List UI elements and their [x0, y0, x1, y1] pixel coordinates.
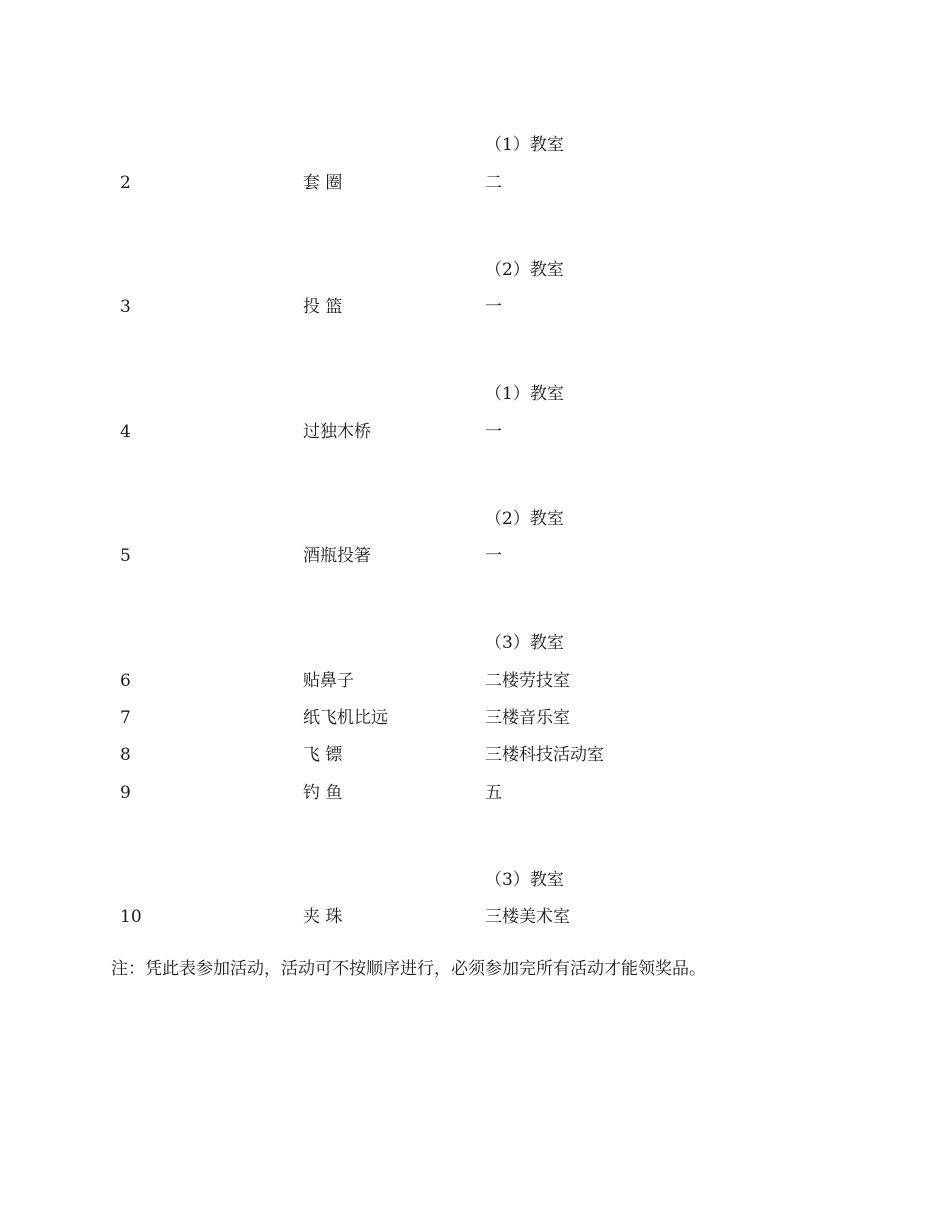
- activity-name: 钓 鱼: [303, 783, 343, 803]
- row-number: 2: [120, 173, 131, 193]
- activity-name: 套 圈: [303, 173, 343, 193]
- row-number: 6: [120, 671, 131, 691]
- activity-location: 三楼音乐室: [485, 708, 570, 728]
- activity-location: 二楼劳技室: [485, 671, 570, 691]
- activity-name: 投 篮: [303, 297, 343, 317]
- activity-name: 纸飞机比远: [303, 708, 388, 728]
- activity-location: 一: [485, 297, 502, 317]
- activity-location: 五: [485, 783, 502, 803]
- location-continuation: （1）教室: [485, 384, 564, 404]
- location-continuation: （3）教室: [485, 633, 564, 653]
- row-number: 4: [120, 422, 131, 442]
- row-number: 5: [120, 546, 131, 566]
- activity-location: 一: [485, 422, 502, 442]
- row-number: 9: [120, 783, 131, 803]
- activity-name: 飞 镖: [303, 745, 343, 765]
- location-continuation: （2）教室: [485, 260, 564, 280]
- activity-location: 二: [485, 173, 502, 193]
- row-number: 3: [120, 297, 131, 317]
- activity-location: 三楼科技活动室: [485, 745, 604, 765]
- row-number: 7: [120, 708, 131, 728]
- row-number: 8: [120, 745, 131, 765]
- location-continuation: （3）教室: [485, 870, 564, 890]
- footnote: 注：凭此表参加活动，活动可不按顺序进行，必须参加完所有活动才能领奖品。: [111, 959, 706, 979]
- activity-name: 贴鼻子: [303, 671, 354, 691]
- activity-name: 夹 珠: [303, 907, 343, 927]
- location-continuation: （1）教室: [485, 135, 564, 155]
- activity-name: 过独木桥: [303, 422, 371, 442]
- activity-location: 三楼美术室: [485, 907, 570, 927]
- activity-location: 一: [485, 546, 502, 566]
- location-continuation: （2）教室: [485, 509, 564, 529]
- activity-name: 酒瓶投箸: [303, 546, 371, 566]
- row-number: 10: [120, 907, 142, 927]
